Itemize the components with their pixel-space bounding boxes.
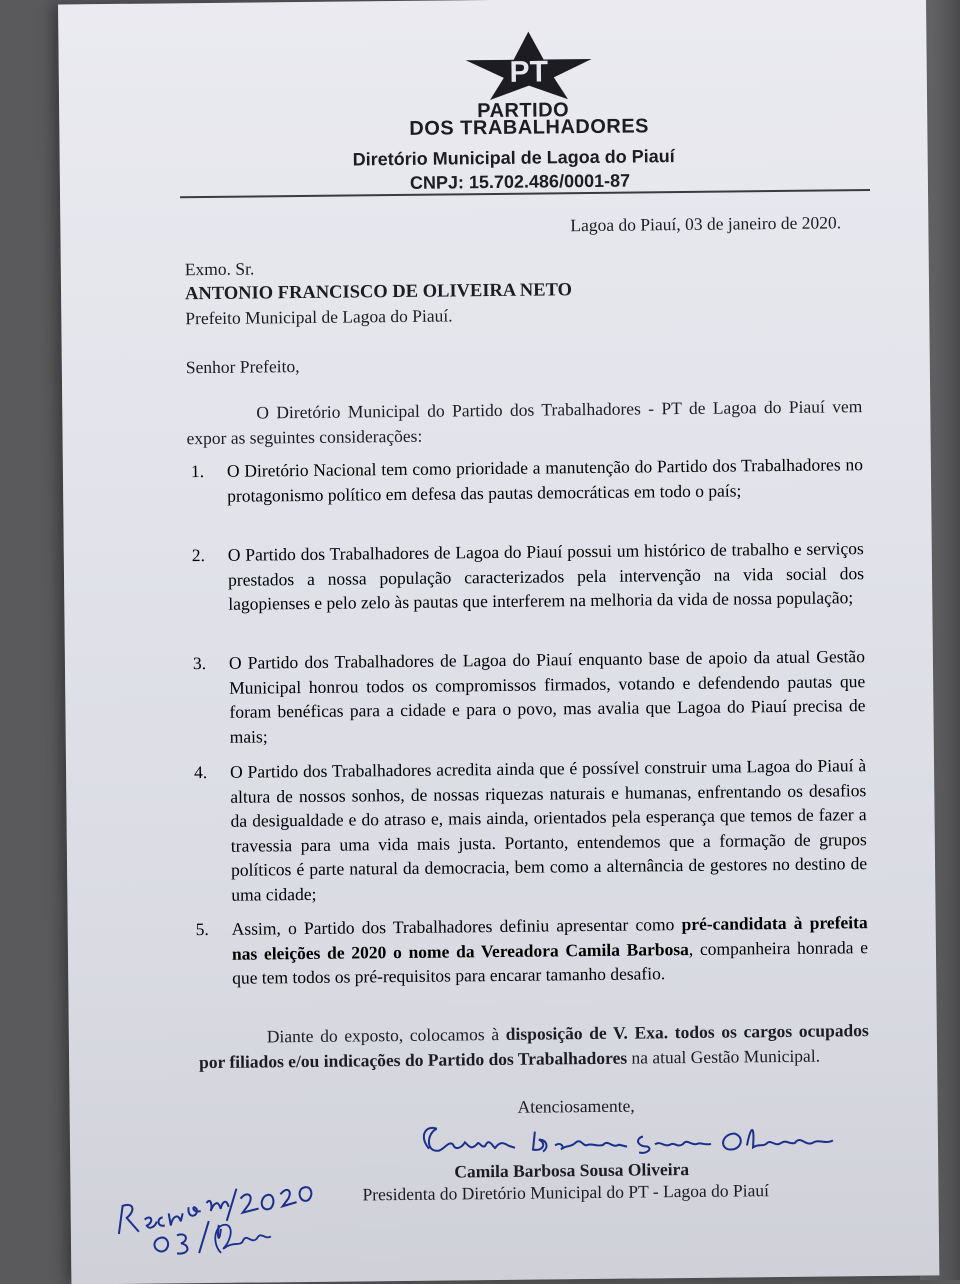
recipient-salutation: Exmo. Sr. <box>184 258 255 280</box>
closing-text-bold: disposição de V. Exa. todos os cargos ocupados por filiados e/ou indicações do Partido dos Trabalhadores <box>198 1020 869 1072</box>
recipient-title: Prefeito Municipal de Lagoa do Piauí. <box>185 305 453 329</box>
list-item-text-part: , companheira honrada e que tem todos os pré-requisitos para encarar tamanho desafio. <box>232 936 869 988</box>
list-item-text <box>232 910 869 990</box>
list-item-number: 4. <box>193 762 208 783</box>
list-item-number: 5. <box>195 919 209 940</box>
list-item-text: O Partido dos Trabalhadores de Lagoa do Piauí enquanto base de apoio da atual Gestão Municipal honrou todos os compromissos firmados, votando e defendendo pautas que foram benéficas para a cidade e para o povo, mas avalia que Lagoa do Piauí precisa de mais; <box>228 646 866 747</box>
list-item-number: 1. <box>190 461 205 482</box>
date-line: Lagoa do Piauí, 03 de janeiro de 2020. <box>570 212 842 236</box>
letter-page <box>58 0 939 1284</box>
closing-text-part: na atual Gestão Municipal. <box>626 1045 821 1068</box>
party-name-line2: DOS TRABALHADORES <box>409 115 650 140</box>
list-item-number: 2. <box>191 545 206 566</box>
list-item-text-part: Assim, o Partido dos Trabalhadores definiu apresentar como <box>231 914 682 939</box>
closing-paragraph <box>199 1018 869 1074</box>
list-item <box>193 644 866 749</box>
handwritten-receipt-note <box>100 1111 362 1264</box>
list-item-text: O Diretório Nacional tem como prioridade a manutenção do Partido dos Trabalhadores no protagonismo político em defesa das pautas democráticas em todo o país; <box>226 454 863 506</box>
signer-role: Presidenta do Diretório Municipal do PT - Lagoa do Piauí <box>362 1180 770 1205</box>
signer-name: Camila Barbosa Sousa Oliveira <box>454 1159 690 1182</box>
regards: Atenciosamente, <box>517 1095 635 1117</box>
list-item-number: 3. <box>192 653 207 674</box>
list-item <box>194 753 868 907</box>
recipient-name: ANTONIO FRANCISCO DE OLIVEIRA NETO <box>184 279 573 304</box>
list-item <box>191 452 863 508</box>
list-item <box>196 910 869 991</box>
svg-text:PT: PT <box>509 55 549 89</box>
intro-paragraph: O Diretório Municipal do Partido dos Trabalhadores - PT de Lagoa do Piauí vem expor as seguintes considerações: <box>186 396 863 448</box>
cnpj: CNPJ: 15.702.486/0001-87 <box>409 170 631 193</box>
recipient-block <box>185 253 573 331</box>
list-item <box>192 536 865 617</box>
pt-star-logo <box>463 29 594 100</box>
list-item-text-bold: pré-candidata à prefeita nas eleições de 2020 o nome da Vereadora Camila Barbosa <box>231 912 868 964</box>
list-item-text: O Partido dos Trabalhadores de Lagoa do Piauí possui um histórico de trabalho e serviços prestados a nossa população caracterizados pela intervenção na vida social dos lagopienses e pelo zelo às pautas que interferem na melhoria da vida de nossa população; <box>227 538 865 614</box>
list-item-text: O Partido dos Trabalhadores acredita ainda que é possível construir uma Lagoa do Piauí à altura de nossos sonhos, de nossas riquezas naturais e humanas, enfrentando os desafios da desigualdade e do atraso e, mais ainda, orientados pela esperança que temos de fazer a travessia para uma vida mais justa. Portanto, entendemos que a formação de grupos políticos é parte natural da democracia, bem como a alternância de gestores no destino de uma cidade; <box>229 755 868 905</box>
greeting: Senhor Prefeito, <box>185 356 300 378</box>
directory-name: Diretório Municipal de Lagoa do Piauí <box>352 146 675 170</box>
closing-text-part: Diante do exposto, colocamos à <box>266 1023 506 1047</box>
party-name-line1: PARTIDO <box>477 99 570 123</box>
